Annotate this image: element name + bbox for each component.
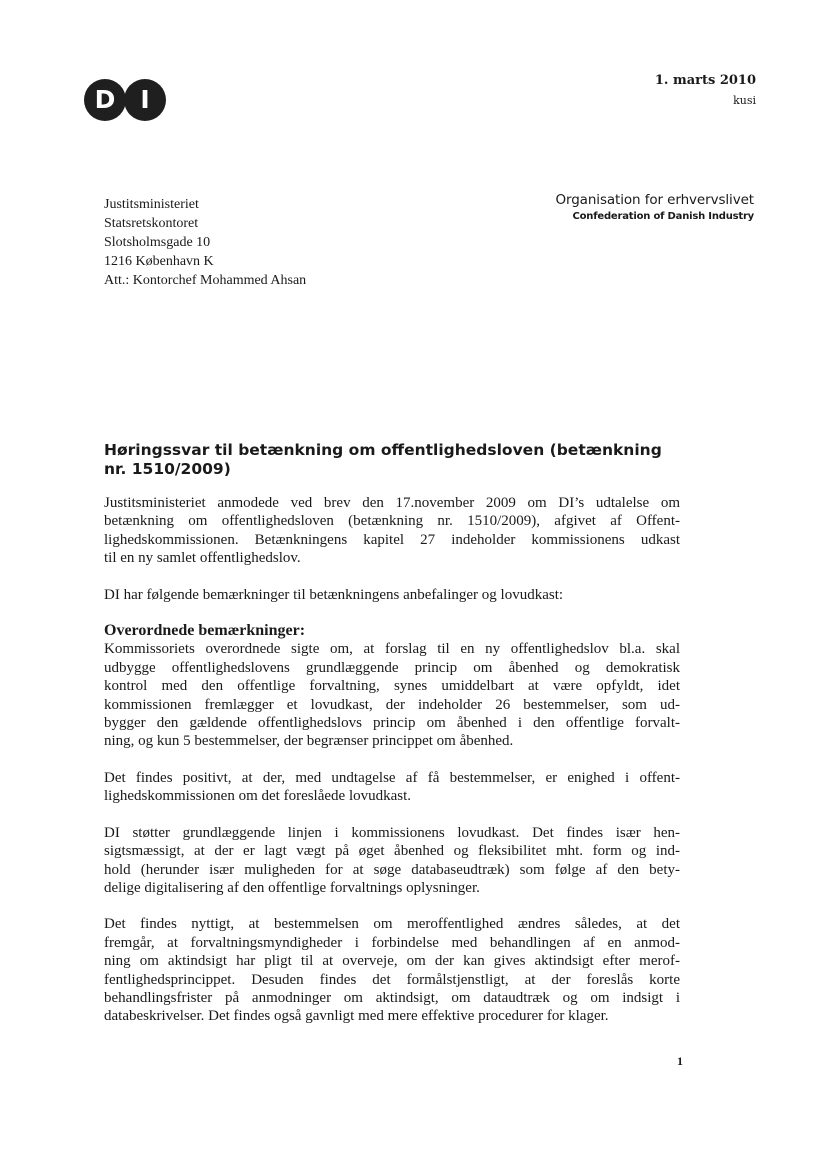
- author-initials: kusi: [733, 94, 756, 107]
- address-line: 1216 København K: [104, 254, 214, 269]
- text-line: lighedskommissionen om det foreslåede lovudkast.: [104, 788, 412, 805]
- letter-date: 1. marts 2010: [654, 73, 756, 88]
- logo-letter-i: I: [124, 79, 166, 121]
- text-line: Det findes positivt, at der, med undtagelse af få bestemmelser, er enighed i offent-: [104, 769, 680, 786]
- organisation-name: Organisation for erhvervslivet: [555, 192, 754, 208]
- paragraph-intro: [104, 494, 680, 568]
- text-line: kommissionen fremlægger et lovudkast, der indeholder 26 bestemmelser, som ud-: [104, 696, 680, 713]
- text-line: bygger den gældende offentlighedslovs princip om åbenhed i den offentlige forvalt-: [104, 715, 680, 732]
- page-number: 1: [677, 1054, 683, 1068]
- text-line: kontrol med den offentlige forvaltning, synes umiddelbart at være opfyldt, idet: [104, 678, 680, 695]
- text-line: ning, og kun 5 bestemmelser, der begrænser princippet om åbenhed.: [104, 733, 514, 750]
- address-line: Justitsministeriet: [104, 197, 199, 212]
- text-line: delige digitalisering af den offentlige forvaltnings oplysninger.: [104, 879, 480, 896]
- text-line: betænkning om offentlighedsloven (betænkning nr. 1510/2009), afgivet af Offent-: [104, 513, 680, 530]
- address-line: Att.: Kontorchef Mohammed Ahsan: [104, 273, 307, 288]
- text-line: lighedskommissionen. Betænkningens kapitel 27 indeholder kommissionens udkast: [104, 531, 680, 548]
- document-title: [104, 441, 704, 479]
- text-line: Kommissoriets overordnede sigte om, at forslag til en ny offentlighedslov bl.a. skal: [104, 641, 680, 658]
- text-line: Det findes nyttigt, at bestemmelsen om meroffentlighed ændres således, at det: [104, 916, 680, 933]
- paragraph-positive: [104, 769, 680, 806]
- paragraph-support: [104, 824, 680, 898]
- document-body: [104, 494, 680, 1044]
- text-line: hold (herunder især muligheden for at søge databaseudtræk) som følge af den bety-: [104, 861, 680, 878]
- organisation-subtitle: Confederation of Danish Industry: [572, 211, 754, 222]
- text-line: sigtsmæssigt, at der er lagt vægt på øget åbenhed og fleksibilitet mht. form og ind-: [104, 843, 680, 860]
- paragraph-general-remarks: [104, 622, 680, 751]
- logo-letter-d: D: [84, 79, 126, 121]
- organisation-block: [555, 192, 754, 222]
- address-line: Slotsholmsgade 10: [104, 235, 211, 250]
- text-line: DI støtter grundlæggende linjen i kommissionens lovudkast. Det findes især hen-: [104, 824, 680, 841]
- text-line: fremgår, at forvaltningsmyndigheder i forbindelse med behandlingen af en anmod-: [104, 934, 680, 951]
- text-line: ning om aktindsigt har pligt til at overveje, om der kan gives aktindsigt efter merof-: [104, 953, 680, 970]
- text-line: fentlighedsprincippet. Desuden findes det formålstjenstligt, at der foreslås korte: [104, 971, 680, 988]
- section-heading: Overordnede bemærkninger:: [104, 622, 306, 640]
- di-logo: [84, 79, 170, 121]
- title-line: nr. 1510/2009): [104, 460, 231, 478]
- recipient-address: [104, 195, 306, 290]
- address-line: Statsretskontoret: [104, 216, 199, 231]
- text-line: DI har følgende bemærkninger til betænkningens anbefalinger og lovudkast:: [104, 586, 564, 603]
- text-line: til en ny samlet offentlighedslov.: [104, 550, 301, 567]
- title-line: Høringssvar til betænkning om offentlighedsloven (betænkning: [104, 441, 662, 459]
- text-line: Justitsministeriet anmodede ved brev den 17.november 2009 om DI’s udtalelse om: [104, 495, 680, 511]
- paragraph-useful: [104, 915, 680, 1025]
- paragraph-remarks-intro: [104, 586, 680, 604]
- text-line: behandlingsfrister på anmodninger om aktindsigt, om dataudtræk og om indsigt i: [104, 989, 680, 1006]
- text-line: databeskrivelser. Det findes også gavnligt med mere effektive procedurer for klager.: [104, 1008, 609, 1025]
- text-line: udbygge offentlighedslovens grundlæggende princip om åbenhed og demokratisk: [104, 659, 680, 676]
